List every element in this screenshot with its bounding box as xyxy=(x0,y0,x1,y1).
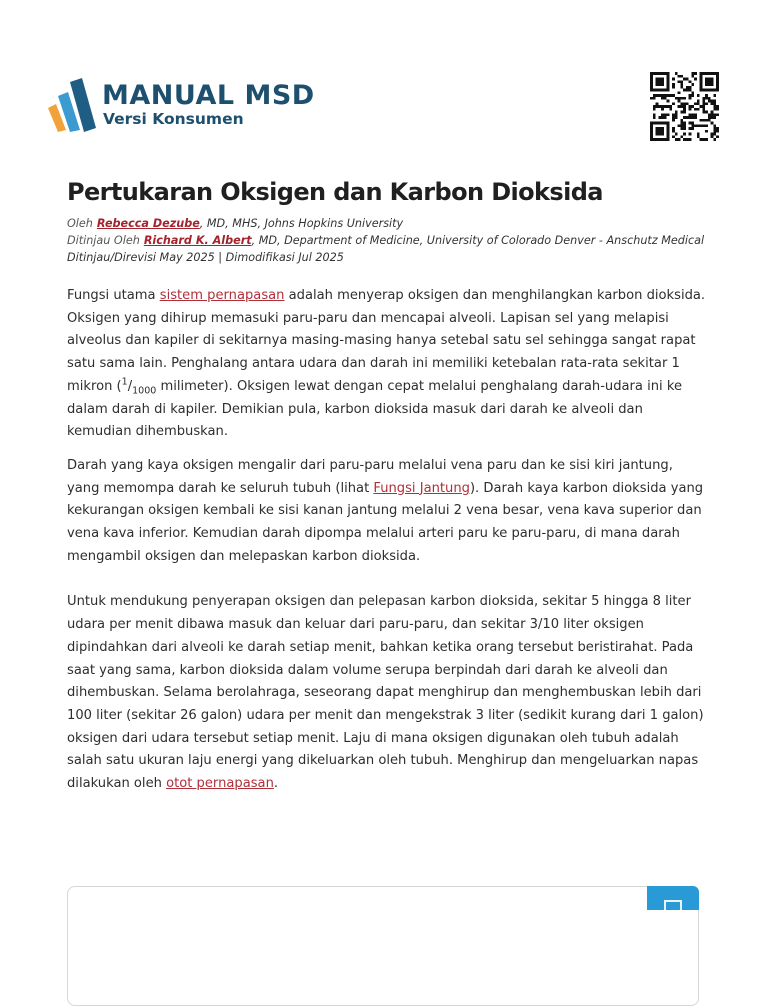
paragraph-3-text-b: . xyxy=(273,776,279,792)
review-dates: Ditinjau/Direvisi May 2025 | Dimodifikasi Jul 2025 xyxy=(67,251,344,264)
fraction-slash: / xyxy=(127,378,133,394)
paragraph-3-text-a: Untuk mendukung penyerapan oksigen dan pelepasan karbon dioksida, sekitar 5 hingga 8 liter udara per menit dibawa masuk dan keluar dari paru-paru, dan sekitar 3/10 liter oksigen dipindahkan dari alveoli ke darah setiap menit, bahkan ketika orang tersebut beristirahat. Pada saat yang sama, karbon dioksida dalam volume serupa berpindah dari darah ke alveoli dan dihembuskan. Selama berolahraga, seseorang dapat menghirup dan menghembuskan lebih dari 100 liter (sekitar 26 galon) udara per menit dan mengekstrak 3 liter (sedikit kurang dari 1 galon) oksigen dari udara tersebut setiap menit. Laju di mana oksigen digunakan oleh tubuh adalah salah satu ukuran laju energi yang dikeluarkan oleh tubuh. Menghirup dan mengeluarkan napas dilakukan oleh xyxy=(67,594,704,792)
article xyxy=(67,172,707,796)
paragraph-2 xyxy=(67,455,707,569)
reviewer-line xyxy=(67,232,707,249)
article-meta xyxy=(67,215,707,266)
paragraph-1-text-c: milimeter). Oksigen lewat dengan cepat melalui penghalang darah-udara ini ke dalam darah di kapiler. Demikian pula, karbon dioksida masuk dari darah ke alveoli dan kemudian dihembuskan. xyxy=(67,378,683,440)
author-affiliation: , MD, MHS, Johns Hopkins University xyxy=(199,217,404,230)
fraction-numerator: 1 xyxy=(121,376,128,388)
fraction-denominator: 1000 xyxy=(132,385,157,397)
paragraph-1-text-a: Fungsi utama xyxy=(67,288,160,303)
page-title: Pertukaran Oksigen dan Karbon Dioksida xyxy=(67,178,603,206)
site-header xyxy=(0,0,768,150)
link-fungsi-jantung[interactable]: Fungsi Jantung xyxy=(373,480,470,496)
paragraph-1-text-b: adalah menyerap oksigen dan menghilangkan karbon dioksida. Oksigen yang dihirup memasuki paru-paru dan mencapai alveoli. Lapisan sel yang melapisi alveolus dan kapiler di sekitarnya masing-masing hanya setebal satu sel sehingga sangat rapat satu sama lain. Penghalang antara udara dan darah ini memiliki ketebalan rata-rata sekitar 1 mikron ( xyxy=(67,288,706,394)
expand-icon xyxy=(664,900,682,910)
brand-subtitle: Versi Konsumen xyxy=(103,110,244,128)
expand-button[interactable] xyxy=(647,886,699,910)
paragraph-2-text-a: Darah yang kaya oksigen mengalir dari paru-paru melalui vena paru dan ke sisi kiri jantung, yang memompa darah ke seluruh tubuh (lihat xyxy=(67,457,673,496)
paragraph-3 xyxy=(67,591,707,795)
reviewer-label: Ditinjau Oleh xyxy=(67,234,140,247)
reviewer-affiliation: , MD, Department of Medicine, University of Colorado Denver - Anschutz Medical xyxy=(251,234,705,247)
related-content-box xyxy=(67,886,699,1006)
byline xyxy=(67,215,707,232)
author-link[interactable]: Rebecca Dezube xyxy=(96,217,200,230)
paragraph-1 xyxy=(67,285,707,444)
site-logo[interactable] xyxy=(44,78,315,132)
link-sistem-pernapasan[interactable]: sistem pernapasan xyxy=(159,288,285,303)
byline-label: Oleh xyxy=(67,217,93,230)
paragraph-2-text-b: ). Darah kaya karbon dioksida yang kekurangan oksigen kembali ke sisi kanan jantung melalui 2 vena besar, vena kava superior dan vena kava inferior. Kemudian darah dipompa melalui arteri paru ke paru-paru, di mana darah mengambil oksigen dan melepaskan karbon dioksida. xyxy=(67,480,704,564)
msd-logo-icon xyxy=(44,78,100,132)
qr-code-icon xyxy=(648,72,721,141)
reviewer-link[interactable]: Richard K. Albert xyxy=(143,234,252,247)
brand-title: MANUAL MSD xyxy=(102,80,315,111)
link-otot-pernapasan[interactable]: otot pernapasan xyxy=(166,776,274,792)
